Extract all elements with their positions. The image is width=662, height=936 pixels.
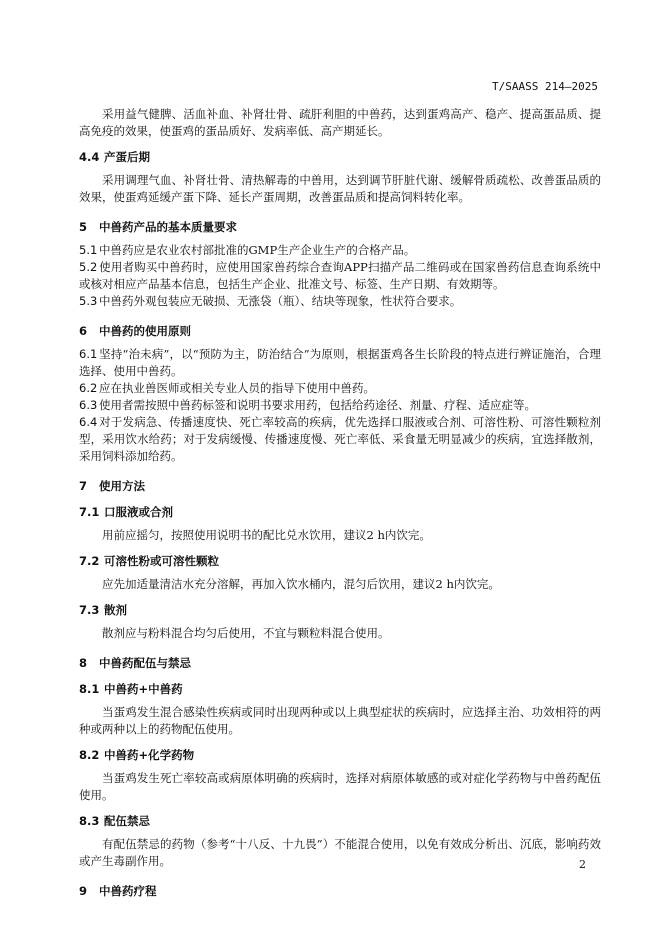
paragraph: 采用调理气血、补肾壮骨、清热解毒的中兽用，达到调节肝脏代谢、缓解骨质疏松、改善蛋品质的效果，使蛋鸡延缓产蛋下降、延长产蛋周期，改善蛋品质和提高饲料转化率。 — [79, 173, 601, 204]
clause-item — [79, 414, 601, 465]
clause-number: 5.3 — [79, 294, 98, 308]
clause-number: 6.1 — [79, 347, 98, 361]
heading-number: 8.3 — [79, 814, 100, 828]
clause-item — [79, 259, 601, 293]
clause-text: 应在执业兽医师或相关专业人员的指导下使用中兽药。 — [99, 381, 375, 395]
clause-text: 中兽药外观包装应无破损、无涨袋（瓶）、结块等现象，性状符合要求。 — [99, 294, 462, 308]
page-number: 2 — [579, 858, 586, 871]
document-body — [79, 106, 601, 906]
clause-number: 5.2 — [79, 260, 98, 274]
heading-title: 中兽药产品的基本质量要求 — [99, 220, 237, 234]
subsection-heading — [79, 747, 601, 764]
subsection-heading — [79, 602, 601, 619]
section-heading — [79, 655, 601, 672]
clause-item — [79, 293, 601, 310]
heading-number: 6 — [79, 324, 88, 338]
clause-text: 坚持“治未病”，以“预防为主，防治结合”为原则，根据蛋鸡各生长阶段的特点进行辨证施治，合理选择、使用中兽药。 — [79, 347, 601, 378]
subsection-heading — [79, 504, 601, 521]
document-code: T/SAASS 214—2025 — [492, 80, 598, 93]
heading-title: 中兽药+中兽药 — [104, 682, 183, 696]
heading-number: 5 — [79, 220, 88, 234]
clause-item — [79, 397, 601, 414]
section-heading — [79, 219, 601, 236]
heading-title: 可溶性粉或可溶性颗粒 — [104, 554, 219, 568]
heading-number: 8.1 — [79, 682, 100, 696]
heading-number: 8 — [79, 656, 88, 670]
paragraph: 有配伍禁忌的药物（参考“十八反、十九畏”）不能混合使用，以免有效成分析出、沉底，影响药效或产生毒副作用。 — [79, 837, 601, 868]
heading-number: 8.2 — [79, 748, 100, 762]
heading-number: 7.3 — [79, 603, 100, 617]
heading-number: 7.2 — [79, 554, 100, 568]
section-heading — [79, 478, 601, 495]
clause-text: 对于发病急、传播速度快、死亡率较高的疾病，优先选择口服液或合剂、可溶性粉、可溶性颗粒剂型，采用饮水给药；对于发病缓慢、传播速度慢、死亡率低、采食量无明显减少的疾病，宜选择散剂，采用饲料添加给药。 — [79, 415, 601, 463]
heading-number: 7 — [79, 479, 88, 493]
clause-number: 5.1 — [79, 243, 98, 257]
subsection-heading — [79, 681, 601, 698]
paragraph: 采用益气健脾、活血补血、补肾壮骨、疏肝利胆的中兽药，达到蛋鸡高产、稳产、提高蛋品质、提高免疫的效果，使蛋鸡的蛋品质好、发病率低、高产期延长。 — [79, 107, 601, 138]
clause-item — [79, 380, 601, 397]
heading-title: 中兽药疗程 — [99, 884, 157, 898]
heading-number: 7.1 — [79, 505, 100, 519]
clause-number: 6.2 — [79, 381, 98, 395]
heading-title: 中兽药+化学药物 — [104, 748, 195, 762]
heading-number: 4.4 — [79, 150, 100, 164]
clause-text: 使用者需按照中兽药标签和说明书要求用药，包括给药途径、剂量、疗程、适应症等。 — [99, 398, 536, 412]
clause-number: 6.3 — [79, 398, 98, 412]
section-heading — [79, 883, 601, 900]
heading-title: 口服液或合剂 — [104, 505, 173, 519]
paragraph: 应先加适量清洁水充分溶解，再加入饮水桶内，混匀后饮用，建议2 h内饮完。 — [102, 577, 500, 591]
paragraph: 当蛋鸡发生死亡率较高或病原体明确的疾病时，选择对病原体敏感的或对症化学药物与中兽药配伍使用。 — [79, 771, 601, 802]
subsection-heading — [79, 553, 601, 570]
clause-text: 使用者购买中兽药时，应使用国家兽药综合查询APP扫描产品二维码或在国家兽药信息查询系统中或核对相应产品基本信息，包括生产企业、批准文号、标签、生产日期、有效期等。 — [79, 260, 601, 291]
heading-title: 使用方法 — [99, 479, 145, 493]
clause-text: 中兽药应是农业农村部批准的GMP生产企业生产的合格产品。 — [99, 243, 416, 257]
subsection-heading — [79, 149, 601, 166]
paragraph: 用前应摇匀，按照使用说明书的配比兑水饮用，建议2 h内饮完。 — [102, 528, 431, 542]
heading-title: 产蛋后期 — [104, 150, 150, 164]
clause-item — [79, 242, 601, 259]
heading-number: 9 — [79, 884, 88, 898]
heading-title: 中兽药配伍与禁忌 — [99, 656, 191, 670]
section-heading — [79, 323, 601, 340]
clause-number: 6.4 — [79, 415, 98, 429]
clause-item — [79, 346, 601, 380]
paragraph: 散剂应与粉料混合均匀后使用，不宜与颗粒料混合使用。 — [102, 626, 390, 640]
subsection-heading — [79, 813, 601, 830]
heading-title: 配伍禁忌 — [104, 814, 150, 828]
heading-title: 中兽药的使用原则 — [99, 324, 191, 338]
heading-title: 散剂 — [104, 603, 127, 617]
paragraph: 当蛋鸡发生混合感染性疾病或同时出现两种或以上典型症状的疾病时，应选择主治、功效相符的两种或两种以上的药物配伍使用。 — [79, 705, 601, 736]
